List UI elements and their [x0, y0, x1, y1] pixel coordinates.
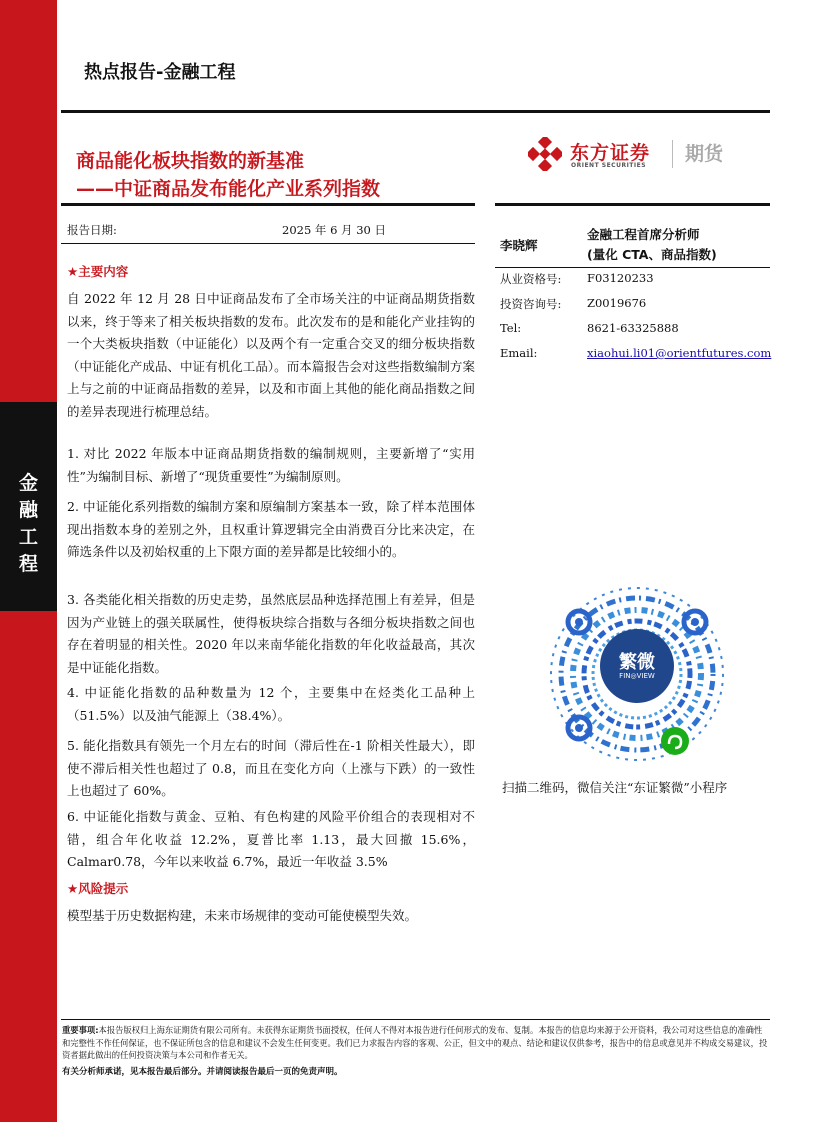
date-value: 2025 年 6 月 30 日	[282, 223, 386, 237]
qr-center-en: FIN◎VIEW	[619, 672, 655, 680]
main-content-heading: ★主要内容	[67, 264, 129, 279]
point-6: 6. 中证能化指数与黄金、豆粕、有色构建的风险平价组合的表现相对不错，组合年化收益 12.2%，夏普比率 1.13，最大回撤 15.6%，Calmar0.78，今年以来收益 6.7%，最近一年收益 3.5%	[67, 809, 475, 869]
license-label: 从业资格号:	[500, 272, 562, 286]
point-5: 5. 能化指数具有领先一个月左右的时间（滞后性在-1 阶相关性最大），即使不滞后相关性也超过了 0.8，而且在变化方向（上涨与下跌）的一致性上也超过了 60%。	[67, 738, 475, 798]
tel-label: Tel:	[500, 321, 522, 335]
logo-en-text: ORIENT SECURITIES	[571, 162, 647, 169]
point-3: 3. 各类能化相关指数的历史走势，虽然底层品种选择范围上有差异，但是因为产业链上的强关联属性，使得板块综合指数与各细分板块指数之间也存在着明显的相关性。2020 年以来南华能化指数的年化收益最高，其次是中证能化指数。	[67, 592, 475, 675]
tel-value: 8621-63325888	[587, 321, 679, 335]
report-title-line1: 商品能化板块指数的新基准	[76, 150, 305, 172]
disclaimer-label: 重要事项:	[62, 1025, 99, 1035]
sidebar-category-label: 金 融 工 程	[18, 472, 38, 575]
title-rule-left	[61, 203, 475, 206]
title-rule-right	[495, 203, 770, 206]
date-label: 报告日期:	[67, 223, 117, 237]
footer-rule	[61, 1019, 770, 1020]
point-2: 2. 中证能化系列指数的编制方案和原编制方案基本一致，除了样本范围体现出指数本身的差别之外，且权重计算逻辑完全由消费百分比来决定，在筛选条件以及初始权重的上下限方面的差异都是比较细小的。	[67, 499, 475, 559]
qr-caption: 扫描二维码，微信关注“东证繁微”小程序	[502, 780, 728, 795]
disclaimer-block	[62, 1024, 770, 1062]
email-link[interactable]: xiaohui.li01@orientfutures.com	[587, 346, 772, 360]
analyst-role-line1: 金融工程首席分析师	[587, 227, 700, 242]
analyst-rule	[495, 267, 770, 268]
logo-futures-text: 期货	[685, 143, 724, 165]
point-1: 1. 对比 2022 年版本中证商品期货指数的编制规则，主要新增了“实用性”为编制目标、新增了“现货重要性”为编制原则。	[67, 446, 475, 484]
date-rule	[61, 243, 475, 244]
analyst-name: 李晓辉	[500, 238, 538, 253]
consult-value: Z0019676	[587, 296, 647, 310]
wechat-miniprogram-qr	[523, 578, 751, 770]
orient-logo-icon	[528, 137, 562, 171]
header-rule	[61, 110, 770, 113]
consult-label: 投资咨询号:	[500, 297, 562, 311]
disclaimer-text: 本报告版权归上海东证期货有限公司所有。未获得东证期货书面授权，任何人不得对本报告进行任何形式的发布、复制。本报告的信息均来源于公开资料，我公司对这些信息的准确性和完整性不作任何保证，也不保证所包含的信息和建议不会发生任何变更。我们已力求报告内容的客观、公正，但文中的观点、结论和建议仅供参考，报告中的信息或意见并不构成交易建议，投资者据此做出的任何投资决策与本公司和作者无关。	[62, 1025, 768, 1060]
qr-center-cn: 繁微	[619, 652, 655, 673]
intro-paragraph: 自 2022 年 12 月 28 日中证商品发布了全市场关注的中证商品期货指数以来，终于等来了相关板块指数的发布。此次发布的是和能化产业挂钩的一个大类板块指数（中证能化）以及两个有一定重合交叉的细分板块指数（中证能化产成品、中证有机化工品）。而本篇报告会对这些指数编制方案上与之前的中证商品指数的差异，以及和市面上其他的能化商品指数之间的差异表现进行梳理总结。	[67, 291, 475, 419]
point-4: 4. 中证能化指数的品种数量为 12 个，主要集中在烃类化工品种上（51.5%）以及油气能源上（38.4%）。	[67, 685, 475, 723]
report-title-line2: ——中证商品发布能化产业系列指数	[76, 178, 381, 200]
logo-separator	[672, 140, 673, 168]
analyst-commitment-note: 有关分析师承诺，见本报告最后部分。并请阅读报告最后一页的免责声明。	[62, 1067, 343, 1077]
license-value: F03120233	[587, 271, 654, 285]
logo-cn-text: 东方证券	[570, 142, 651, 164]
risk-heading: ★风险提示	[67, 881, 129, 896]
risk-paragraph: 模型基于历史数据构建，未来市场规律的变动可能使模型失效。	[67, 908, 418, 923]
analyst-role-line2: (量化 CTA、商品指数)	[587, 247, 717, 262]
email-label: Email:	[500, 346, 538, 360]
company-logo	[528, 137, 743, 171]
report-type-title: 热点报告-金融工程	[84, 62, 236, 83]
